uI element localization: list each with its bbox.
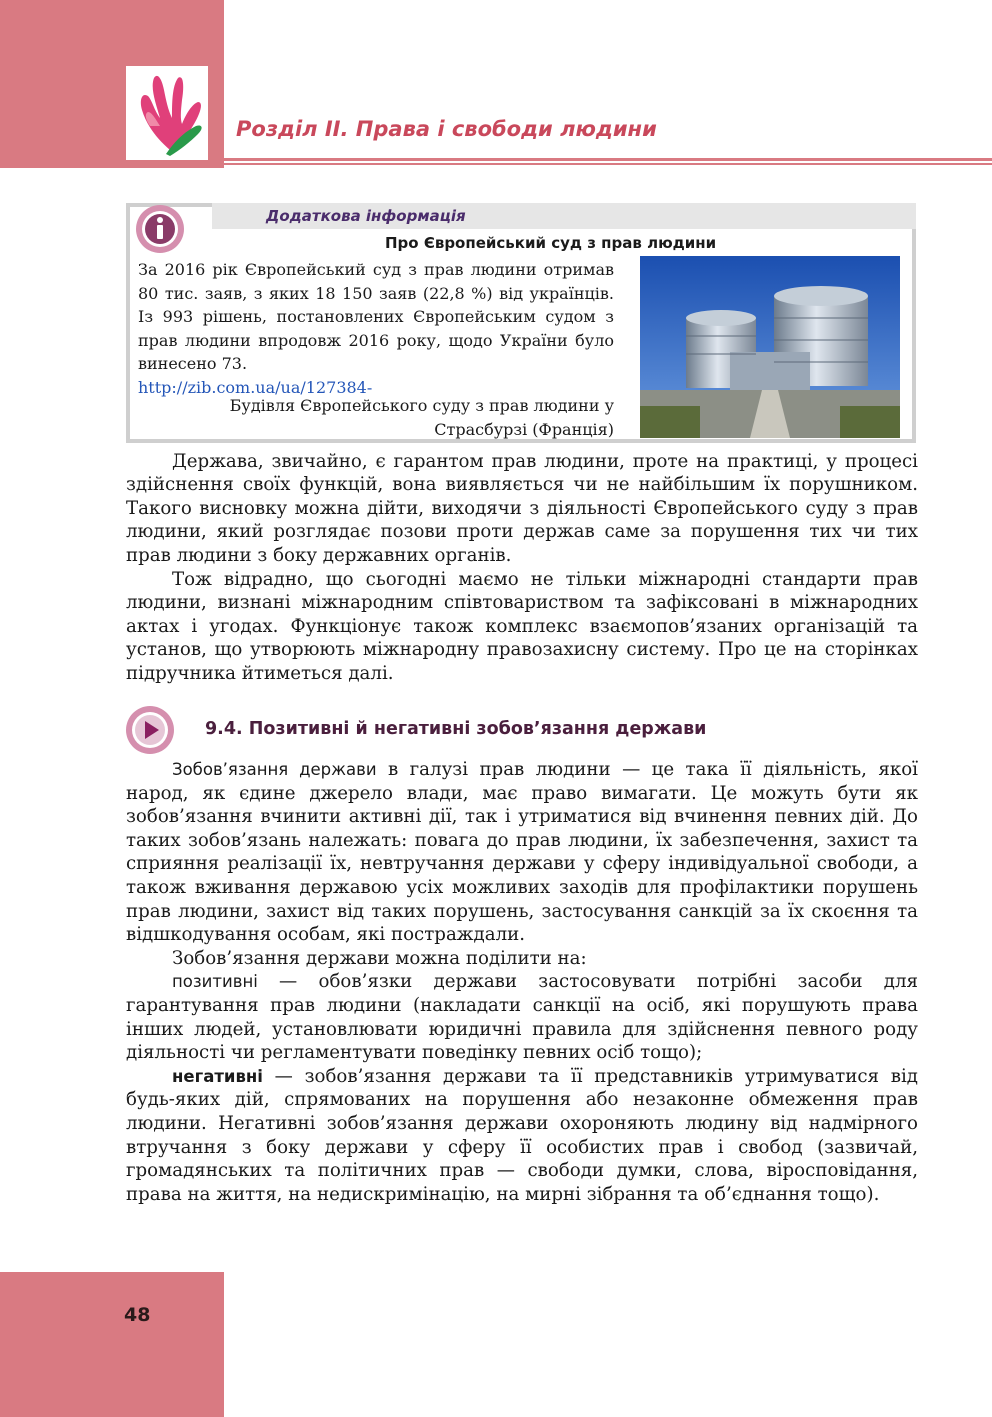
paragraph-2 xyxy=(126,568,918,685)
info-link[interactable]: http://zib.com.ua/ua/127384- xyxy=(138,377,373,397)
header-rule-thin xyxy=(224,163,992,165)
paragraph-1 xyxy=(126,450,918,567)
info-label: Додаткова інформація xyxy=(266,207,466,225)
term-negative: негативні xyxy=(172,1066,263,1086)
section-body xyxy=(126,758,918,1206)
info-heading: Про Європейський суд з прав людини xyxy=(385,234,717,252)
hands-logo-icon xyxy=(126,66,208,160)
section-paragraph-4-text: — зобов’язання держави та її представників утримуватися від будь-яких дій, спрямованих на порушення або незаконне обмеження прав людини. Негативні зобов’язання держави охороняють людину від надмірного втручання з боку держави у сферу її особистих прав і свобод (зазвичай, громадянських та політичних прав — свободи думки, слова, віросповідання, права на життя, на недискримінацію, на мирні зібрання та об’єднання тощо). xyxy=(126,1065,918,1205)
section-paragraph-3 xyxy=(126,970,918,1064)
chapter-title: Розділ ІІ. Права і свободи людини xyxy=(236,117,657,141)
section-paragraph-1-text: в галузі прав людини — це така її діяльність, якої народ, як єдине джерело влади, має право вимагати. Це можуть бути як зобов’язання вчинити активні дії, так і утриматися від вчинення певних дій. До таких зобов’язань належать: повага до прав людини, їх забезпечення, захист та сприяння реалізації їх, невтручання держави у сферу індивідуальної свободи, а також вживання державою усіх можливих заходів для профілактики порушень прав людини, захист від таких порушень, застосування санкцій за їх скоєння та відшкодування особам, які постраждали. xyxy=(126,759,918,946)
info-icon xyxy=(134,203,186,255)
info-body: За 2016 рік Європейський суд з прав людини отримав 80 тис. заяв, з яких 18 150 заяв (22,8 %) від українців. Із 993 рішень, постановлених Європейським судом з прав людини впродовж 2016 року, щодо України було винесено 73. xyxy=(138,260,614,374)
section-title: 9.4. Позитивні й негативні зобов’язання держави xyxy=(205,719,707,739)
paragraph-1-text: Держава, звичайно, є гарантом прав людини, проте на практиці, у процесі здійснення своїх функцій, вона виявляється чи не найбільшим їх порушником. Такого висновку можна дійти, виходячи з діяльності Європейського суду з прав людини, який розглядає позови проти держав саме за порушення тих чи тих прав людини з боку державних органів. xyxy=(126,451,918,566)
info-text xyxy=(138,258,614,400)
header-rule xyxy=(224,158,992,161)
term-positive: позитивні xyxy=(172,972,258,992)
section-paragraph-4 xyxy=(126,1065,918,1207)
court-building-photo xyxy=(640,256,900,438)
section-paragraph-1 xyxy=(126,758,918,947)
section-paragraph-3-text: — обов’язки держави застосовувати потрібні засоби для гарантування прав людини (накладати санкції на осіб, які порушують права інших людей, установлювати юридичні правила для здійснення певного роду діяльності чи регламентувати поведінку певних осіб тощо); xyxy=(126,971,918,1064)
play-icon xyxy=(124,704,176,756)
term-state-obligation: Зобов’язання держави xyxy=(172,760,377,779)
footer-band xyxy=(0,1272,224,1417)
photo-caption: Будівля Європейського суду з прав людини у Страсбурзі (Франція) xyxy=(229,396,614,439)
section-paragraph-2: Зобов’язання держави можна поділити на: xyxy=(172,947,587,969)
paragraph-2-text: Тож відрадно, що сьогодні маємо не тільки міжнародні стандарти прав людини, визнані міжнародним співтовариством та зафіксовані в міжнародних актах і угодах. Функціонує також комплекс взаємопов’язаних організацій та установ, що утворюють міжнародну правозахисну систему. Про це на сторінках підручника йтиметься далі. xyxy=(126,569,918,684)
page-number: 48 xyxy=(124,1304,151,1326)
